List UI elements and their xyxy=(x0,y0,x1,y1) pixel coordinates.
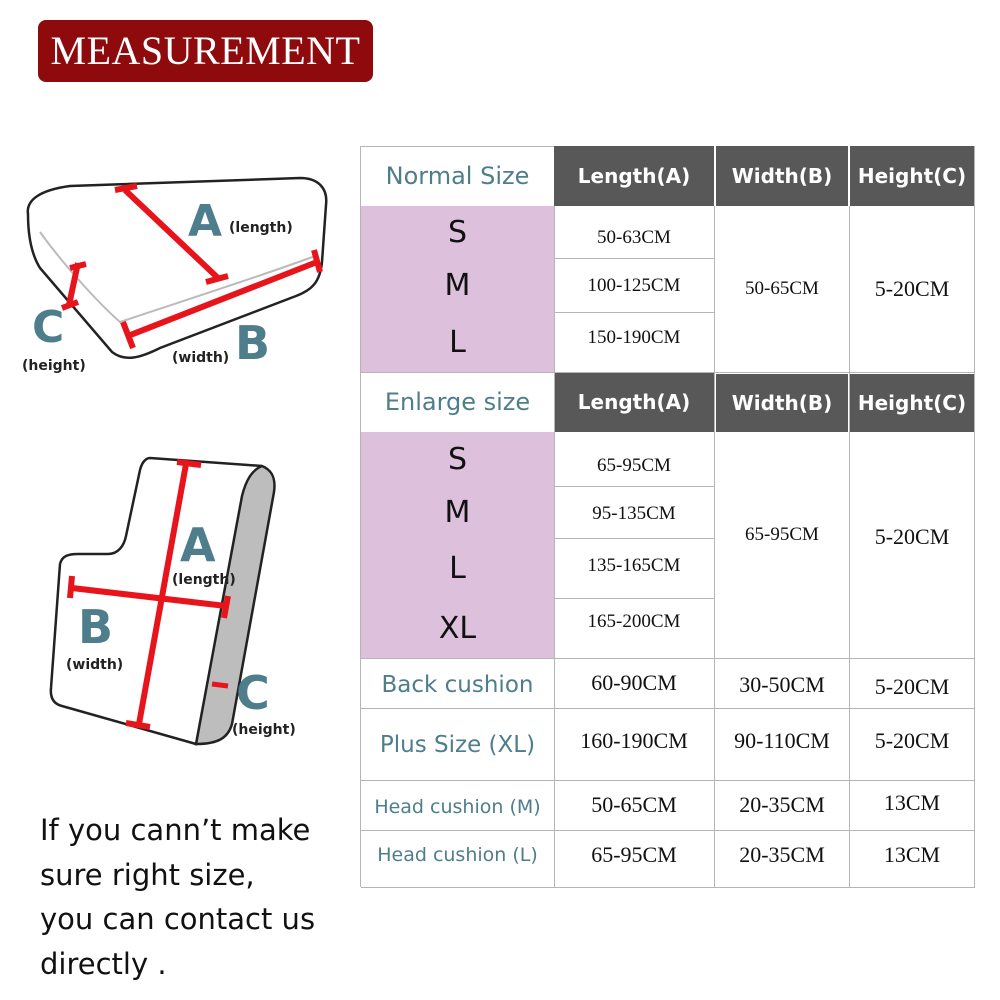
plus-size-label: Plus Size (XL) xyxy=(379,732,536,758)
length-value: 135-165CM xyxy=(587,555,681,576)
grid-line xyxy=(554,486,714,487)
label-b-sub-top: (width) xyxy=(172,350,230,366)
length-value: 50-65CM xyxy=(591,792,677,817)
label-a-sub-top: (length) xyxy=(229,220,293,236)
enlarge-size-label: Enlarge size xyxy=(384,388,531,416)
label-c-top: C xyxy=(32,302,65,353)
header-width: Width(B) xyxy=(716,146,848,206)
height-line xyxy=(212,684,228,686)
header-height: Height(C) xyxy=(850,146,974,206)
length-value: 165-200CM xyxy=(587,611,681,632)
width-value: 90-110CM xyxy=(734,728,830,753)
note-line: If you cann’t make xyxy=(40,813,311,847)
length-value: 60-90CM xyxy=(591,670,677,695)
length-value: 65-95CM xyxy=(597,455,671,476)
size-m: M xyxy=(361,486,554,538)
label-b-bottom: B xyxy=(78,600,114,654)
height-value: 13CM xyxy=(883,790,941,815)
label-a-sub-bottom: (length) xyxy=(172,572,236,588)
label-c-sub-top: (height) xyxy=(22,358,86,374)
header-length: Length(A) xyxy=(554,146,714,206)
label-c-sub-bottom: (height) xyxy=(232,722,296,738)
header-length: Length(A) xyxy=(554,372,714,432)
size-m: M xyxy=(361,258,554,312)
size-l: L xyxy=(361,312,554,372)
head-cushion-l-label: Head cushion (L) xyxy=(377,844,538,866)
grid-line xyxy=(714,206,715,887)
label-b-sub-bottom: (width) xyxy=(66,657,124,673)
note-line: directly . xyxy=(40,946,167,981)
header-width: Width(B) xyxy=(716,374,848,432)
size-s: S xyxy=(361,432,554,486)
size-l: L xyxy=(361,538,554,598)
grid-line xyxy=(361,887,975,888)
label-b-top: B xyxy=(235,316,271,370)
height-value: 5-20CM xyxy=(874,276,950,301)
height-value: 5-20CM xyxy=(874,674,950,699)
grid-line xyxy=(361,658,975,659)
length-value: 100-125CM xyxy=(587,275,681,296)
size-s: S xyxy=(361,206,554,258)
back-cushion-label: Back cushion xyxy=(381,672,534,698)
size-xl: XL xyxy=(361,598,554,658)
height-value: 5-20CM xyxy=(874,728,950,753)
grid-line xyxy=(554,312,714,313)
height-value: 5-20CM xyxy=(874,524,950,549)
height-value: 13CM xyxy=(883,842,941,867)
label-c-bottom: C xyxy=(236,666,270,720)
grid-line xyxy=(361,372,975,373)
label-a-bottom: A xyxy=(180,518,216,572)
grid-line xyxy=(361,780,975,781)
note-line: you can contact us xyxy=(40,902,316,936)
grid-line xyxy=(360,146,361,887)
width-value: 30-50CM xyxy=(739,672,825,697)
contact-note xyxy=(40,808,350,986)
grid-line xyxy=(974,146,975,887)
length-value: 160-190CM xyxy=(580,728,688,753)
label-a-top: A xyxy=(188,196,223,247)
grid-line xyxy=(361,708,975,709)
grid-line xyxy=(849,206,850,887)
width-value: 65-95CM xyxy=(745,524,819,545)
length-value: 150-190CM xyxy=(587,327,681,348)
grid-line xyxy=(554,206,555,887)
normal-size-label: Normal Size xyxy=(385,162,530,190)
chaise-cushion-diagram xyxy=(0,0,360,760)
length-value: 95-135CM xyxy=(592,503,676,524)
width-value: 20-35CM xyxy=(739,792,825,817)
grid-line xyxy=(554,538,714,539)
grid-line xyxy=(554,598,714,599)
grid-line xyxy=(554,258,714,259)
length-value: 65-95CM xyxy=(591,842,677,867)
width-value: 20-35CM xyxy=(739,842,825,867)
header-height: Height(C) xyxy=(850,374,974,432)
head-cushion-m-label: Head cushion (M) xyxy=(374,796,541,818)
length-value: 50-63CM xyxy=(597,227,671,248)
grid-line xyxy=(361,146,554,147)
note-line: sure right size, xyxy=(40,857,255,892)
width-value: 50-65CM xyxy=(745,278,819,299)
grid-line xyxy=(361,830,975,831)
title-banner: MEASUREMENT xyxy=(38,20,373,82)
